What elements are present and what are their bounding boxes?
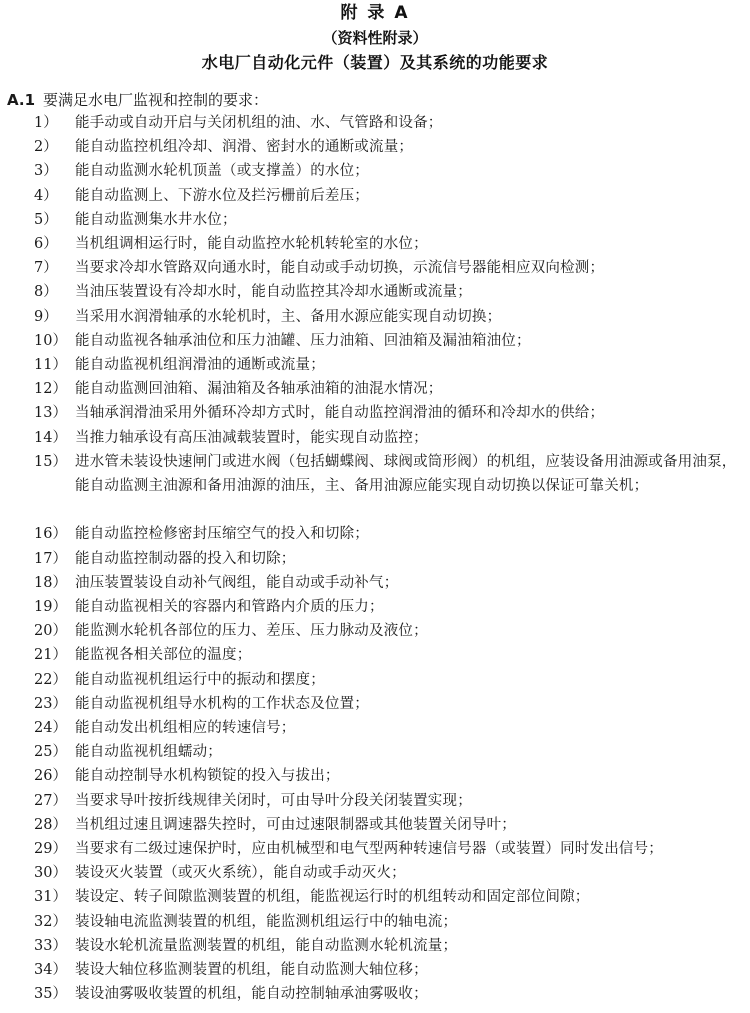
list-item-text: 能自动监视机组润滑油的通断或流量； (75, 357, 325, 373)
list-item-text: 当推力轴承设有高压油减载装置时，能实现自动监控； (75, 429, 428, 446)
list-item-text: 油压装置装设自动补气阀组，能自动或手动补气； (75, 574, 399, 591)
list-item-number: 9） (34, 308, 58, 325)
list-item (34, 740, 746, 764)
list-item-number: 1） (34, 115, 58, 131)
list-item-number: 26） (34, 768, 67, 785)
list-item-number: 27） (34, 792, 67, 809)
list-item-number: 11） (34, 357, 67, 373)
list-item-number: 8） (34, 284, 58, 301)
list-item-text: 能自动监控检修密封压缩空气的投入和切除； (75, 526, 369, 543)
list-item (34, 305, 746, 329)
list-item-number: 24） (34, 720, 67, 736)
list-item-text: 能监视各相关部位的温度； (75, 647, 252, 664)
list-item-text: 当轴承润滑油采用外循环冷却方式时，能自动监控润滑油的循环和冷却水的供给； (75, 405, 605, 422)
list-item-text: 能自动监视相关的容器内和管路内介质的压力； (75, 599, 384, 615)
list-item-text: 能自动监视机组导水机构的工作状态及位置； (75, 695, 369, 712)
list-item (34, 111, 746, 135)
clause-number: A.1 (7, 91, 36, 109)
list-item (34, 692, 746, 716)
clause-a1 (7, 90, 268, 110)
list-item (34, 208, 746, 232)
list-item (34, 595, 746, 619)
list-item-text: 装设大轴位移监测装置的机组，能自动监测大轴位移； (75, 962, 428, 978)
list-item-number: 18） (34, 574, 67, 591)
list-item (34, 716, 746, 740)
annex-title: 水电厂自动化元件（装置）及其系统的功能要求 (201, 53, 549, 72)
list-item-number: 10） (34, 332, 67, 349)
list-item (34, 135, 746, 159)
list-item-text: 能自动控制导水机构锁锭的投入与拔出； (75, 768, 340, 785)
list-item-text: 能自动监测水轮机顶盖（或支撑盖）的水位； (75, 163, 369, 180)
list-item (34, 401, 746, 425)
list-item-text: 能自动监控机组冷却、润滑、密封水的通断或流量； (75, 139, 414, 156)
list-item-number: 33） (34, 937, 67, 954)
list-item (34, 522, 746, 546)
list-item-number: 32） (34, 913, 67, 930)
list-item-text: 当要求有二级过速保护时，应由机械型和电气型两种转速信号器（或装置）同时发出信号； (75, 841, 663, 857)
list-item-text: 能手动或自动开启与关闭机组的油、水、气管路和设备； (75, 115, 443, 131)
list-item (34, 861, 746, 885)
list-item-text: 进水管未装设快速闸门或进水阀（包括蝴蝶阀、球阀或筒形阀）的机组，应装设备用油源或备用油泵，能自动监测主油源和备用油源的油压，主、备用油源应能实现自动切换以保证可靠关机； (75, 453, 737, 494)
list-item (34, 813, 746, 837)
list-item-number: 31） (34, 889, 67, 906)
list-item-number: 13） (34, 405, 67, 422)
list-item (34, 619, 746, 643)
list-item-number: 21） (34, 647, 67, 664)
list-item-text: 当机组过速且调速器失控时，可由过速限制器或其他装置关闭导叶； (75, 816, 516, 833)
list-item-number: 23） (34, 695, 67, 712)
list-item (34, 547, 746, 571)
list-item-number: 5） (34, 211, 58, 228)
list-item (34, 764, 746, 788)
list-item-number: 25） (34, 744, 67, 761)
list-item (34, 982, 746, 1006)
list-item-text: 装设水轮机流量监测装置的机组，能自动监测水轮机流量； (75, 937, 458, 954)
list-item-text: 当要求导叶按折线规律关闭时，可由导叶分段关闭装置实现； (75, 792, 472, 809)
list-item (34, 789, 746, 813)
list-item-number: 17） (34, 550, 67, 567)
list-item (34, 643, 746, 667)
clause-text: 要满足水电厂监视和控制的要求： (43, 91, 269, 109)
list-item-number: 28） (34, 816, 67, 833)
list-item-number: 15） (34, 453, 67, 470)
list-item-number: 19） (34, 599, 67, 615)
list-item (34, 934, 746, 958)
list-item (34, 958, 746, 982)
list-item-number: 16） (34, 526, 67, 543)
list-item-number: 4） (34, 187, 58, 204)
list-item (34, 571, 746, 595)
list-item-text: 装设灭火装置（或灭火系统），能自动或手动灭火； (75, 865, 406, 882)
list-item-text: 当油压装置设有冷却水时，能自动监控其冷却水通断或流量； (75, 284, 472, 301)
list-item-text: 能自动监测集水井水位； (75, 211, 237, 228)
list-item-number: 3） (34, 163, 58, 180)
annex-note: （资料性附录） (322, 29, 428, 47)
list-item (34, 329, 746, 353)
list-item-text: 能自动监测上、下游水位及拦污栅前后差压； (75, 187, 369, 204)
list-item-text: 能监测水轮机各部位的压力、差压、压力脉动及液位； (75, 623, 428, 640)
list-item (34, 450, 746, 498)
list-item-number: 20） (34, 623, 67, 640)
list-item-number: 7） (34, 260, 58, 277)
list-item (34, 885, 746, 909)
list-item-text: 装设油雾吸收装置的机组，能自动控制轴承油雾吸收； (75, 986, 428, 1003)
list-item (34, 353, 746, 377)
list-item-text: 装设轴电流监测装置的机组，能监测机组运行中的轴电流； (75, 913, 458, 930)
list-item-text: 能自动监控制动器的投入和切除； (75, 550, 296, 567)
list-item (34, 159, 746, 183)
list-item-text: 当要求冷却水管路双向通水时，能自动或手动切换，示流信号器能相应双向检测； (75, 260, 605, 277)
list-item-number: 35） (34, 986, 67, 1003)
list-item-number: 12） (34, 381, 67, 398)
list-item-number: 2） (34, 139, 58, 156)
list-item-number: 22） (34, 671, 67, 688)
list-item-text: 当机组调相运行时，能自动监控水轮机转轮室的水位； (75, 236, 428, 252)
list-item-text: 当采用水润滑轴承的水轮机时，主、备用水源应能实现自动切换； (75, 308, 502, 325)
annex-heading: 附 录 A (340, 3, 410, 23)
list-item (34, 256, 746, 280)
list-item (34, 426, 746, 450)
list-item-text: 能自动监视机组蠕动； (75, 744, 222, 761)
list-item (34, 837, 746, 861)
list-item-number: 6） (34, 236, 58, 252)
list-item-text: 能自动监视各轴承油位和压力油罐、压力油箱、回油箱及漏油箱油位； (75, 332, 531, 349)
list-item-text: 能自动监视机组运行中的振动和摆度； (75, 671, 325, 688)
list-item (34, 910, 746, 934)
list-item-number: 34） (34, 962, 67, 978)
list-item (34, 668, 746, 692)
list-item (34, 377, 746, 401)
list-item (34, 232, 746, 256)
list-item-text: 能自动发出机组相应的转速信号； (75, 720, 296, 736)
list-item-number: 30） (34, 865, 67, 882)
list-item (34, 280, 746, 304)
list-item-text: 能自动监测回油箱、漏油箱及各轴承油箱的油混水情况； (75, 381, 443, 398)
list-item-text: 装设定、转子间隙监测装置的机组，能监视运行时的机组转动和固定部位间隙； (75, 889, 590, 906)
list-item-number: 29） (34, 841, 67, 857)
list-item (34, 184, 746, 208)
list-item-number: 14） (34, 429, 67, 446)
